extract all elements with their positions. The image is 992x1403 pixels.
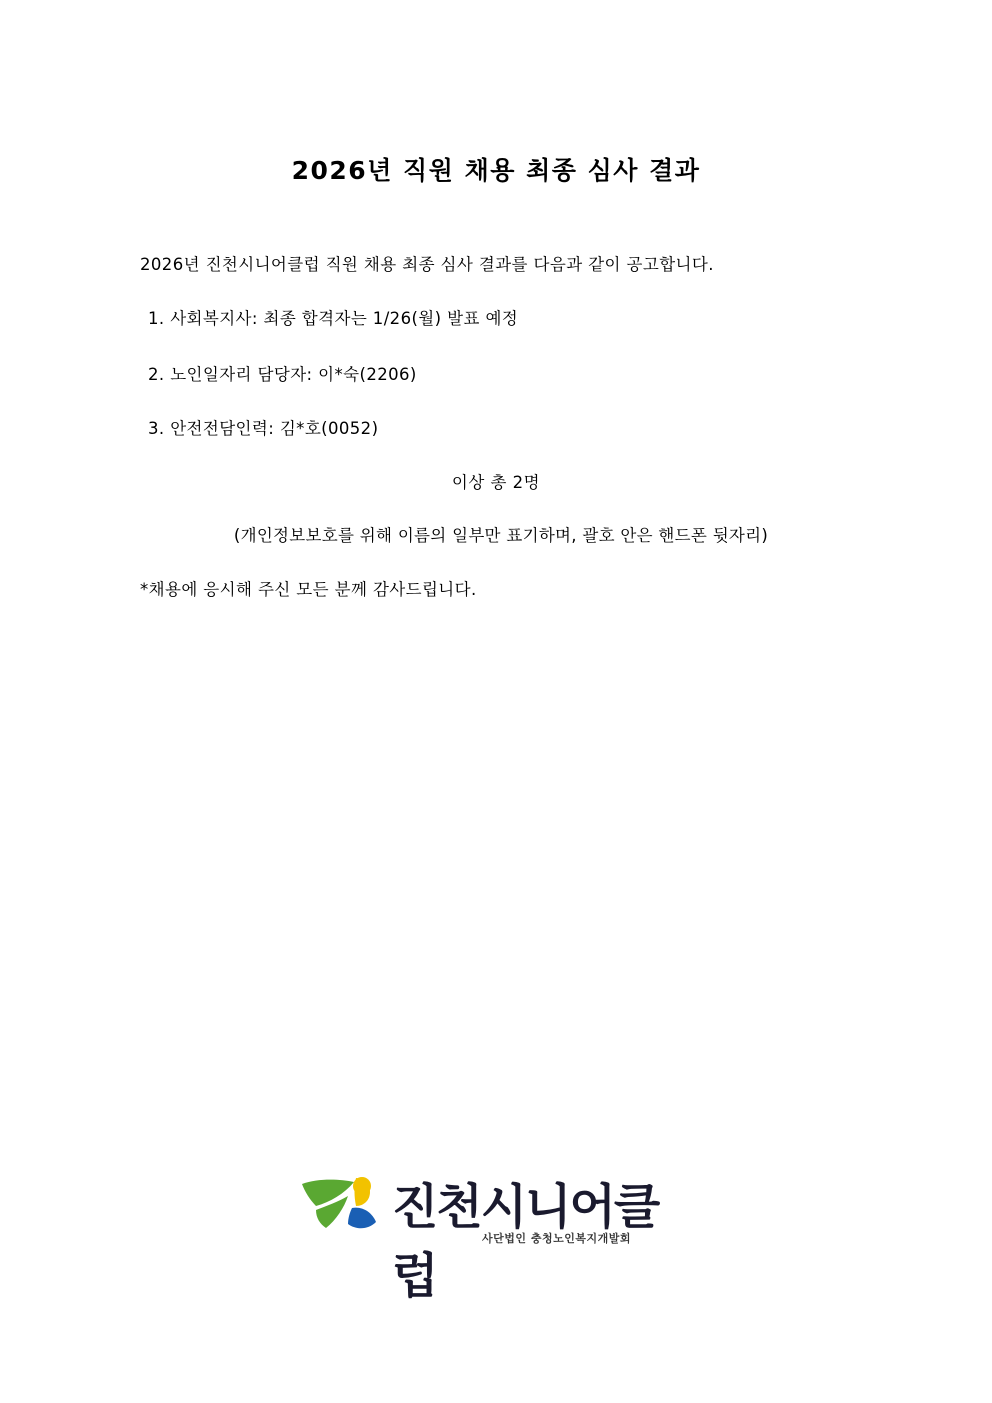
logo-wordmark: 진천시니어클럽	[392, 1179, 659, 1304]
logo-symbol-icon	[296, 1172, 382, 1238]
privacy-note: (개인정보보호를 위해 이름의 일부만 표기하며, 괄호 안은 핸드폰 뒷자리)	[233, 526, 769, 545]
logo-subtitle: 사단법인 충청노인복지개발회	[482, 1232, 631, 1245]
total-count-text: 이상 총 2명	[451, 473, 541, 492]
result-item-3: 3. 안전전담인력: 김*호(0052)	[148, 419, 379, 438]
page-title: 2026년 직원 채용 최종 심사 결과	[291, 156, 701, 185]
result-item-2: 2. 노인일자리 담당자: 이*숙(2206)	[148, 365, 417, 384]
intro-paragraph: 2026년 진천시니어클럽 직원 채용 최종 심사 결과를 다음과 같이 공고합니다.	[140, 255, 714, 274]
thanks-note: *채용에 응시해 주신 모든 분께 감사드립니다.	[140, 580, 477, 599]
result-item-1: 1. 사회복지사: 최종 합격자는 1/26(월) 발표 예정	[148, 309, 519, 328]
organization-logo	[0, 1168, 992, 1304]
